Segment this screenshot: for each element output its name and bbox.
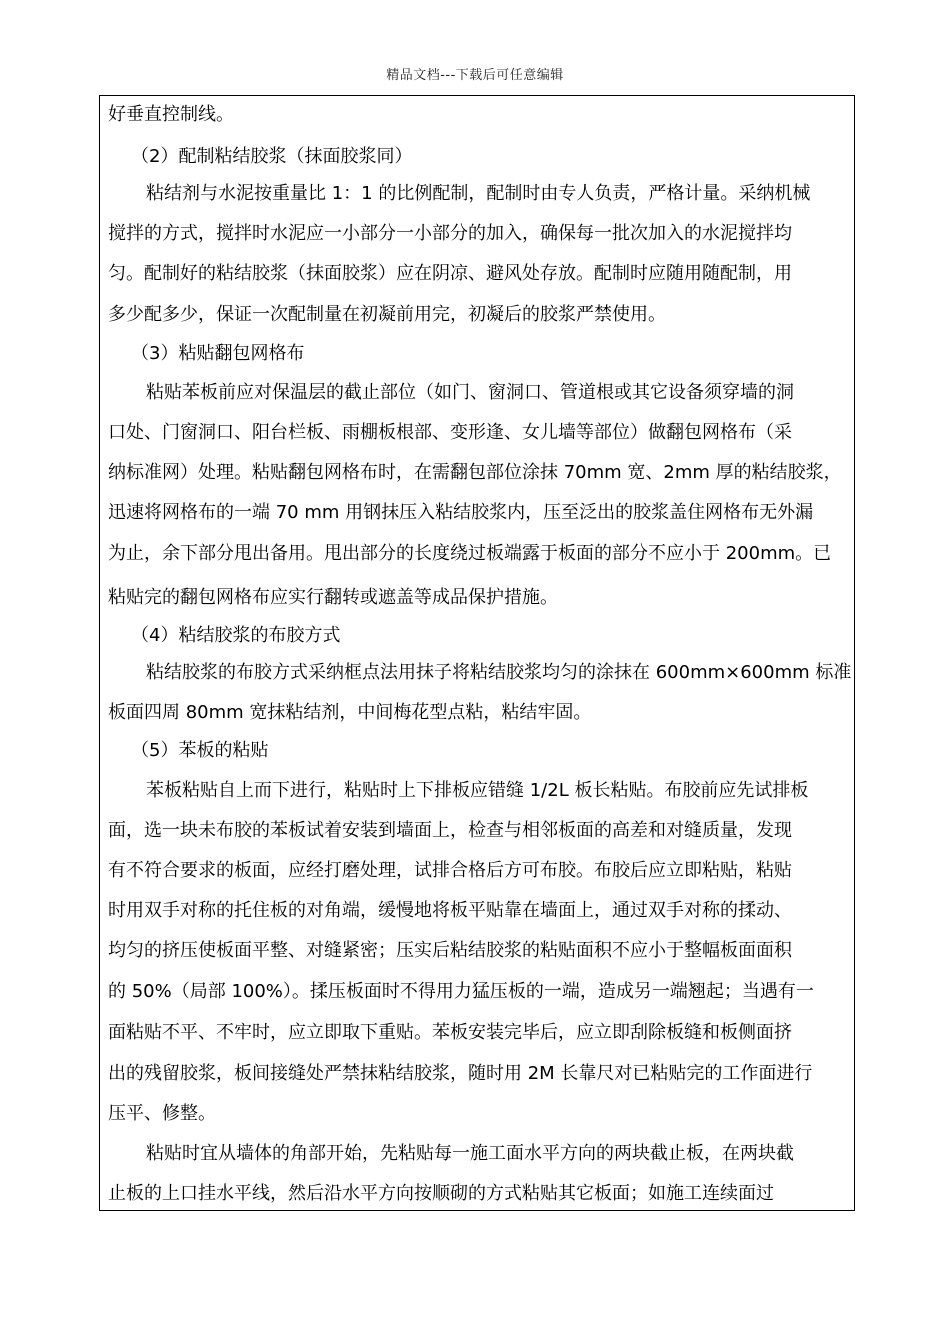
paragraph-line: 均匀的挤压使板面平整、对缝紧密；压实后粘结胶浆的粘贴面积不应小于整幅板面面积 (108, 940, 792, 961)
paragraph-line: 时用双手对称的托住板的对角端，缓慢地将板平贴靠在墙面上，通过双手对称的揉动、 (108, 900, 792, 921)
page-header: 精品文档---下载后可任意编辑 (386, 68, 564, 83)
section-heading: （2）配制粘结胶浆（抹面胶浆同） (131, 146, 413, 167)
section-heading: （5）苯板的粘贴 (131, 740, 269, 761)
paragraph-line: 为止，余下部分甩出备用。甩出部分的长度绕过板端露于板面的部分不应小于 200mm。已 (108, 543, 832, 564)
paragraph-line: 止板的上口挂水平线，然后沿水平方向按顺砌的方式粘贴其它板面；如施工连续面过 (108, 1183, 774, 1204)
paragraph-line: 粘贴完的翻包网格布应实行翻转或遮盖等成品保护措施。 (108, 587, 558, 608)
paragraph-line: 多少配多少，保证一次配制量在初凝前用完，初凝后的胶浆严禁使用。 (108, 304, 666, 325)
paragraph-line: 苯板粘贴自上而下进行，粘贴时上下排板应错缝 1/2L 板长粘贴。布胶前应先试排板 (146, 780, 809, 801)
paragraph-line: 粘结剂与水泥按重量比 1：1 的比例配制，配制时由专人负责，严格计量。采纳机械 (146, 183, 811, 204)
paragraph-line: 粘结胶浆的布胶方式采纳框点法用抹子将粘结胶浆均匀的涂抹在 600mm×600mm 标准 (146, 662, 852, 683)
paragraph-line: 迅速将网格布的一端 70 mm 用钢抹压入粘结胶浆内，压至泛出的胶浆盖住网格布无外漏 (108, 502, 814, 523)
paragraph-line: 出的残留胶浆，板间接缝处严禁抹粘结胶浆，随时用 2M 长靠尺对已粘贴完的工作面进行 (108, 1063, 813, 1084)
paragraph-line: 搅拌的方式，搅拌时水泥应一小部分一小部分的加入，确保每一批次加入的水泥搅拌均 (108, 223, 792, 244)
paragraph-line: 压平、修整。 (108, 1103, 216, 1124)
paragraph-line: 纳标准网）处理。粘贴翻包网格布时，在需翻包部位涂抹 70mm 宽、2mm 厚的粘结胶浆， (108, 462, 842, 483)
paragraph-line: 粘贴苯板前应对保温层的截止部位（如门、窗洞口、管道根或其它设备须穿墙的洞 (146, 382, 794, 403)
paragraph-line: 口处、门窗洞口、阳台栏板、雨棚板根部、变形逢、女儿墙等部位）做翻包网格布（采 (108, 422, 792, 443)
paragraph-line: 好垂直控制线。 (108, 104, 234, 125)
paragraph-line: 匀。配制好的粘结胶浆（抹面胶浆）应在阴凉、避风处存放。配制时应随用随配制，用 (108, 263, 792, 284)
paragraph-line: 板面四周 80mm 宽抹粘结剂，中间梅花型点粘，粘结牢固。 (108, 702, 592, 723)
paragraph-line: 面，选一块未布胶的苯板试着安装到墙面上，检查与相邻板面的高差和对缝质量，发现 (108, 820, 792, 841)
paragraph-line: 有不符合要求的板面，应经打磨处理，试排合格后方可布胶。布胶后应立即粘贴，粘贴 (108, 860, 792, 881)
paragraph-line: 面粘贴不平、不牢时，应立即取下重贴。苯板安装完毕后，应立即刮除板缝和板侧面挤 (108, 1022, 792, 1043)
paragraph-line: 的 50%（局部 100%）。揉压板面时不得用力猛压板的一端，造成另一端翘起；当遇有一 (108, 981, 814, 1002)
paragraph-line: 粘贴时宜从墙体的角部开始，先粘贴每一施工面水平方向的两块截止板，在两块截 (146, 1143, 794, 1164)
section-heading: （3）粘贴翻包网格布 (131, 343, 305, 364)
section-heading: （4）粘结胶浆的布胶方式 (131, 625, 341, 646)
document-table-cell (99, 95, 855, 1211)
